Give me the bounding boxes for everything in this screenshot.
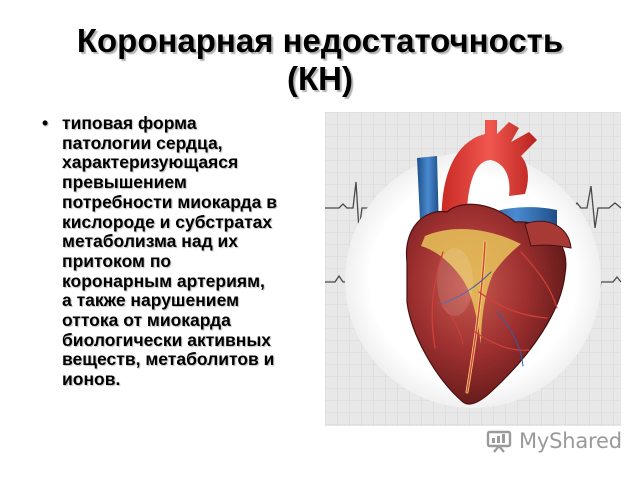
bullet-text: типовая форма патологии сердца, характеризующаяся превышением потребности миокарда в кислороде и субстратах метаболизма над их притоком по коронарным артериям, а также нарушением оттока от миокарда биологически активных веществ, метаболитов и ионов.: [62, 113, 277, 390]
slide-title: [20, 22, 620, 98]
heart-illustration-graphic: [325, 112, 621, 426]
bullet-list: [40, 114, 315, 390]
presentation-board-icon: [486, 429, 514, 453]
bullet-marker: •: [42, 113, 49, 133]
watermark-text: MyShared: [519, 429, 622, 453]
heart-illustration: [325, 112, 621, 426]
bullet-item: [40, 114, 315, 390]
heart-highlight: [437, 248, 473, 316]
slide-title-line-1: Коронарная недостаточность: [76, 22, 564, 59]
watermark: [486, 428, 622, 454]
slide-title-line-2: (КН): [287, 60, 353, 97]
